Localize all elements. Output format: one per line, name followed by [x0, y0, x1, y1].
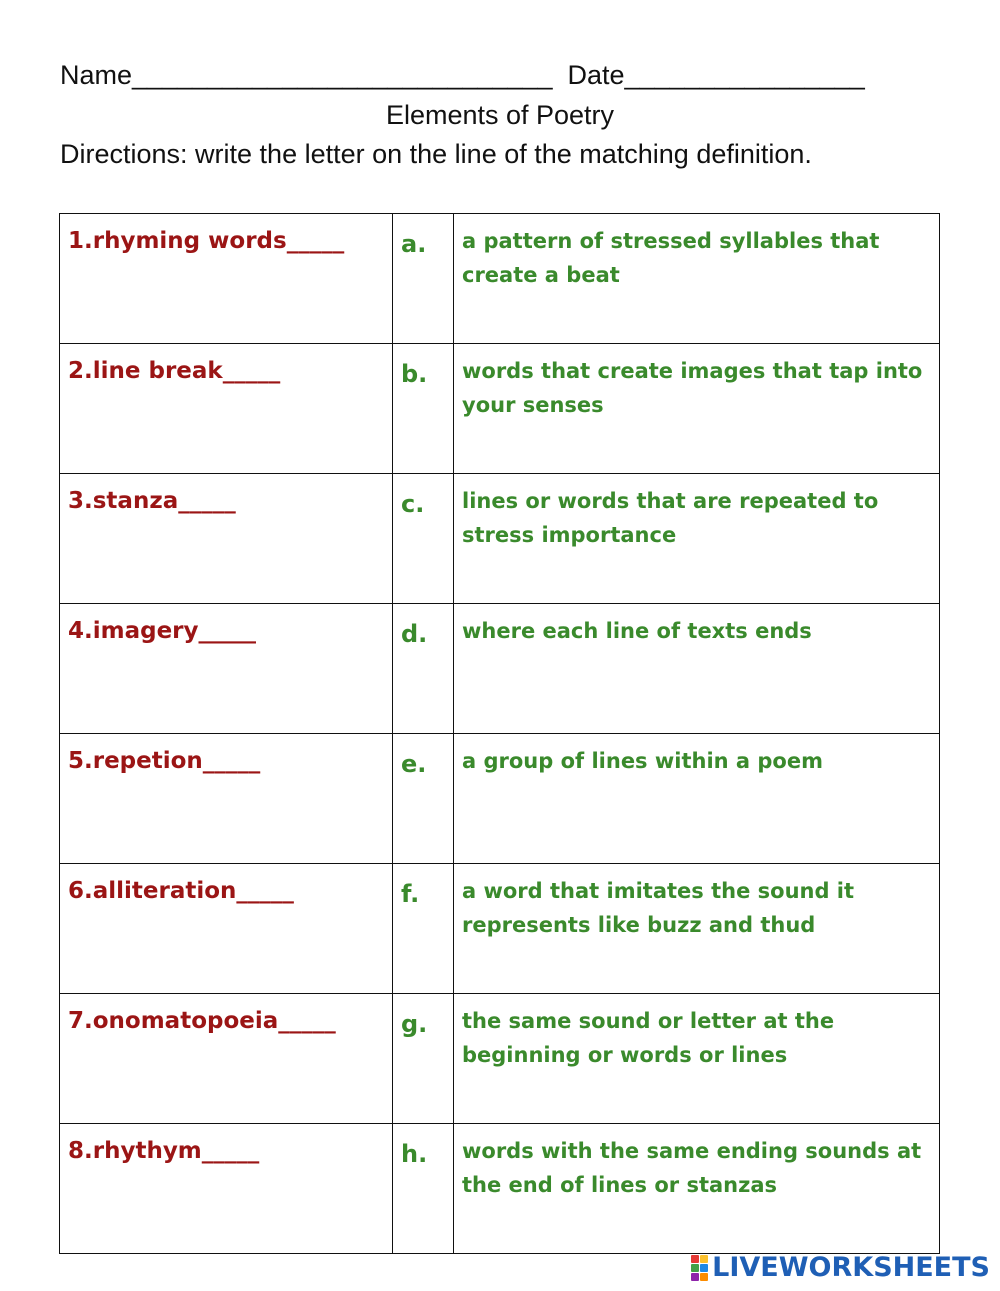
- date-label: Date: [567, 60, 625, 90]
- letter-cell: g.: [393, 994, 454, 1124]
- date-blank[interactable]: ________________: [624, 60, 865, 90]
- table-row: [60, 994, 940, 1124]
- definition-cell: lines or words that are repeated to stress importance: [454, 474, 940, 604]
- term-cell[interactable]: 8.rhythym_____: [60, 1124, 393, 1254]
- liveworksheets-brand: [691, 1252, 990, 1283]
- letter-cell: c.: [393, 474, 454, 604]
- definition-cell: the same sound or letter at the beginning or words or lines: [454, 994, 940, 1124]
- term-cell[interactable]: 4.imagery_____: [60, 604, 393, 734]
- table-row: [60, 1124, 940, 1254]
- page-title: Elements of Poetry: [385, 100, 615, 130]
- directions-text: Directions: write the letter on the line of the matching definition.: [60, 139, 812, 169]
- table-row: [60, 214, 940, 344]
- logo-square: [700, 1264, 708, 1272]
- name-date-line: [60, 58, 865, 92]
- logo-square: [700, 1255, 708, 1263]
- term-cell[interactable]: 2.line break_____: [60, 344, 393, 474]
- definition-cell: a pattern of stressed syllables that create a beat: [454, 214, 940, 344]
- definition-cell: words with the same ending sounds at the end of lines or stanzas: [454, 1124, 940, 1254]
- letter-cell: e.: [393, 734, 454, 864]
- term-cell[interactable]: 7.onomatopoeia_____: [60, 994, 393, 1124]
- definition-cell: where each line of texts ends: [454, 604, 940, 734]
- definition-cell: words that create images that tap into your senses: [454, 344, 940, 474]
- term-cell[interactable]: 1.rhyming words_____: [60, 214, 393, 344]
- logo-square: [700, 1273, 708, 1281]
- term-cell[interactable]: 6.alliteration_____: [60, 864, 393, 994]
- definition-cell: a word that imitates the sound it represents like buzz and thud: [454, 864, 940, 994]
- letter-cell: a.: [393, 214, 454, 344]
- name-label: Name: [60, 60, 133, 90]
- term-cell[interactable]: 3.stanza_____: [60, 474, 393, 604]
- table-row: [60, 864, 940, 994]
- name-blank[interactable]: ____________________________: [132, 60, 553, 90]
- letter-cell: h.: [393, 1124, 454, 1254]
- definition-cell: a group of lines within a poem: [454, 734, 940, 864]
- table-row: [60, 604, 940, 734]
- table-row: [60, 474, 940, 604]
- logo-square: [691, 1273, 699, 1281]
- letter-cell: d.: [393, 604, 454, 734]
- brand-text: LIVEWORKSHEETS: [712, 1252, 990, 1283]
- matching-table: [59, 213, 940, 1254]
- letter-cell: b.: [393, 344, 454, 474]
- liveworksheets-logo-icon: [691, 1255, 708, 1281]
- table-row: [60, 344, 940, 474]
- logo-square: [691, 1255, 699, 1263]
- letter-cell: f.: [393, 864, 454, 994]
- logo-square: [691, 1264, 699, 1272]
- table-row: [60, 734, 940, 864]
- term-cell[interactable]: 5.repetion_____: [60, 734, 393, 864]
